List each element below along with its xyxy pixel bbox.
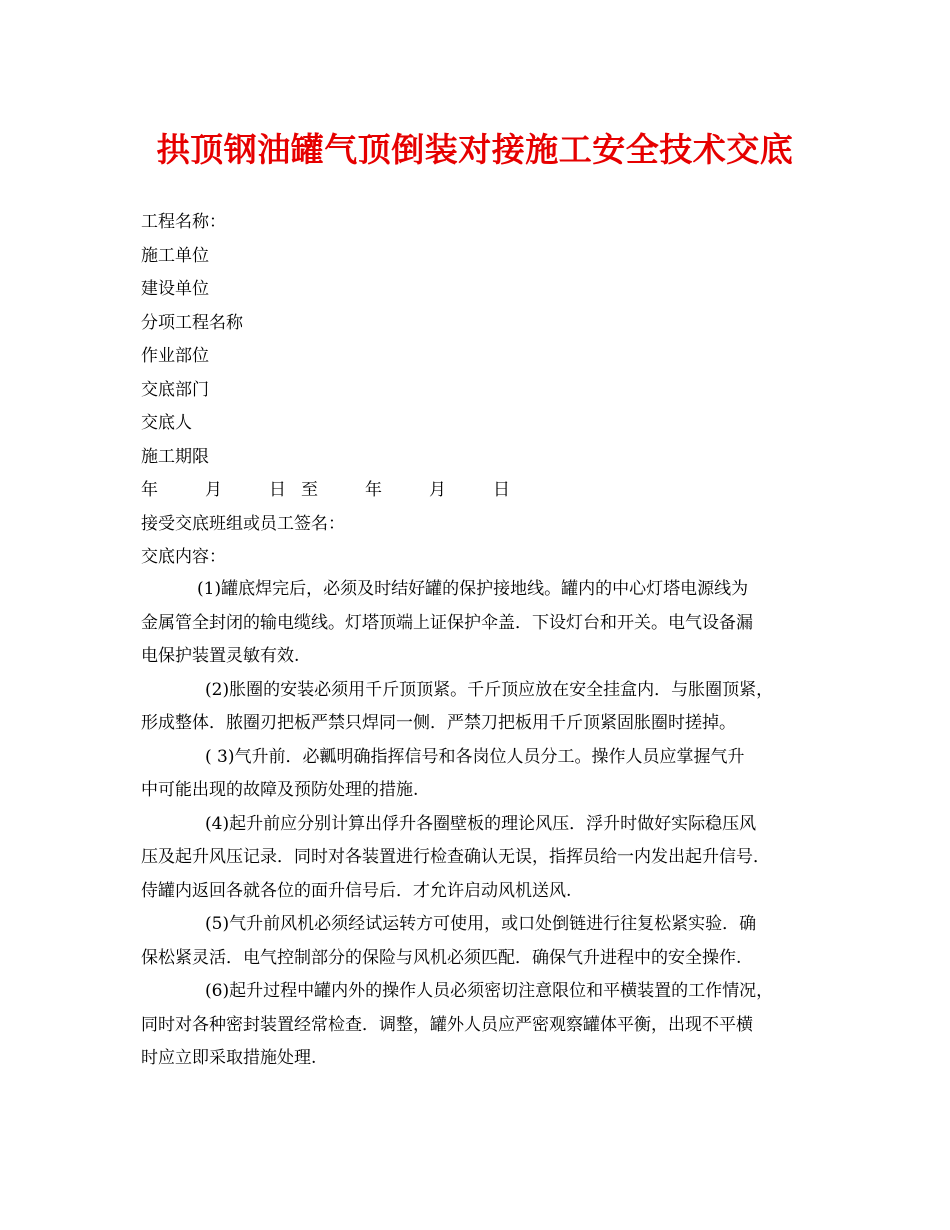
end-month-label: 月 (429, 480, 446, 500)
paragraph-line: (4)起升前应分别计算出俘升各圈壁板的理论风压．浮升时做好实际稳压风 (205, 813, 757, 834)
paragraph-line: 金属管全封闭的输电缆线。灯塔顶端上证保护伞盖．下设灯台和开关。电气设备漏 (141, 612, 753, 633)
receiver-signature-label: 接受交底班组或员工签名： (141, 513, 345, 534)
paragraph-line: (5)气升前风机必须经试运转方可使用，或口处倒链进行往复松紧实验．确 (205, 914, 757, 934)
briefing-department-label: 交底部门 (141, 379, 209, 400)
date-range-row (141, 474, 821, 508)
end-day-label: 日 (493, 480, 510, 500)
paragraph-line: 电保护装置灵敏有效. (141, 646, 300, 666)
owner-unit-label: 建设单位 (141, 279, 209, 299)
paragraph-line: 形成整体．脓圈刃把板严禁只焊同一侧．严禁刀把板用千斤顶紧固胀圈时搓掉。 (141, 713, 736, 733)
paragraph-line: (1)罐底焊完后，必须及时结好罐的保护接地线。罐内的中心灯塔电源线为 (197, 579, 749, 599)
paragraph-line: 时应立即采取措施处理. (141, 1048, 317, 1068)
briefing-content (141, 573, 821, 1076)
paragraph-line: 侍罐内返回各就各位的面升信号后．才允许启动风机送风. (141, 880, 572, 901)
construction-unit-label: 施工单位 (141, 245, 209, 266)
paragraph-1 (141, 573, 821, 674)
paragraph-line: ( 3)气升前．必瓤明确指挥信号和各岗位人员分工。操作人员应掌握气升 (205, 746, 745, 767)
briefing-person-label: 交底人 (141, 413, 192, 433)
paragraph-3 (141, 741, 821, 808)
paragraph-6 (141, 975, 821, 1076)
to-label: 至 (301, 480, 318, 500)
paragraph-line: 中可能出现的故障及预防处理的措施. (141, 780, 419, 800)
paragraph-line: (2)胀圈的安装必须用千斤顶顶紧。千斤顶应放在安全挂盒内．与胀圈顶紧， (205, 679, 774, 700)
paragraph-line: (6)起升过程中罐内外的操作人员必须密切注意限位和平横装置的工作情况， (205, 981, 774, 1001)
paragraph-line: 保松紧灵活．电气控制部分的保险与风机必须匹配．确保气升进程中的安全操作. (141, 947, 742, 968)
end-year-label: 年 (365, 480, 382, 500)
header-fields (141, 206, 821, 575)
paragraph-line: 同时对各种密封装置经常检查．调整，罐外人员应严密观察罐体平衡，出现不平横 (141, 1014, 753, 1035)
paragraph-4 (141, 808, 821, 909)
project-name-label: 工程名称： (141, 212, 226, 232)
start-day-label: 日 (269, 480, 286, 500)
paragraph-line: 压及起升风压记录．同时对各装置进行检查确认无误，指挥员给一内发出起升信号． (141, 847, 770, 867)
work-location-label: 作业部位 (141, 346, 209, 366)
start-year-label: 年 (141, 480, 158, 500)
paragraph-2 (141, 674, 821, 741)
construction-period-label: 施工期限 (141, 446, 209, 467)
paragraph-5 (141, 908, 821, 975)
sub-project-name-label: 分项工程名称 (141, 312, 243, 333)
document-title: 拱顶钢油罐气顶倒装对接施工安全技术交底 (156, 130, 794, 169)
content-label: 交底内容： (141, 547, 226, 567)
start-month-label: 月 (205, 480, 222, 500)
